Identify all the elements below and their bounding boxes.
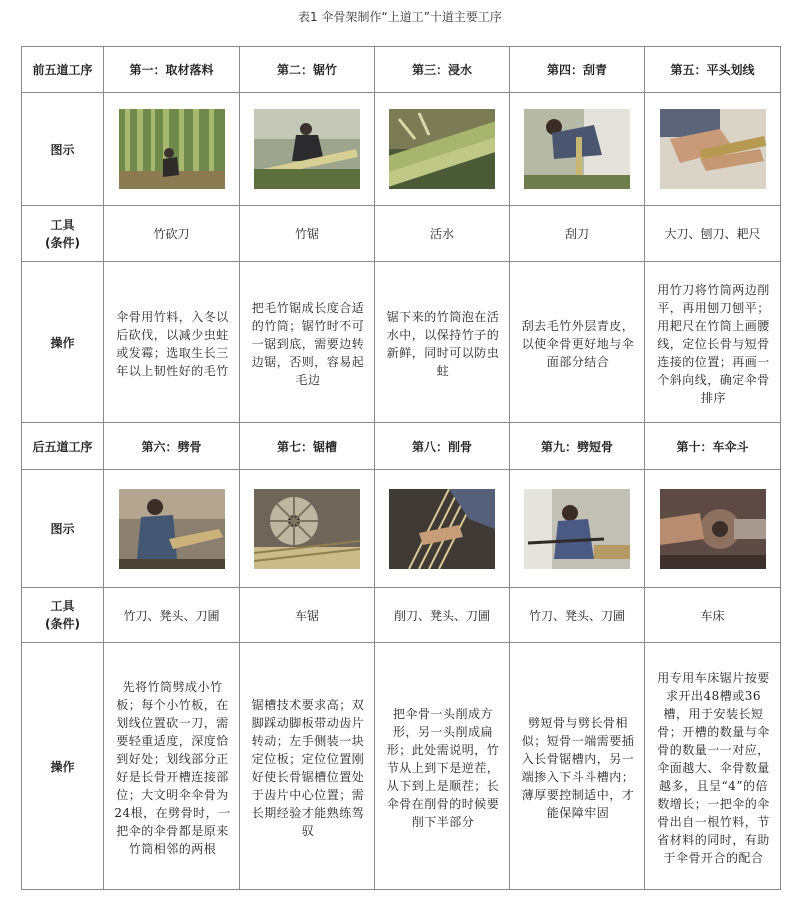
step-title: 第九：劈短骨 (510, 423, 645, 470)
tool-row (22, 588, 781, 643)
step-operation: 劈短骨与劈长骨相似；短骨一端需要插入长骨锯槽内，另一端掺入下斗斗槽内；薄厚要控制适中，才能保障牢固 (521, 715, 635, 820)
operation-row (22, 262, 781, 423)
image-row (22, 93, 781, 206)
step-tool: 活水 (375, 206, 510, 262)
step-title: 第七：锯槽 (240, 423, 375, 470)
step-operation-cell (510, 262, 645, 423)
bamboo-sawing-photo (254, 109, 360, 189)
rib-splitting-photo (119, 489, 225, 569)
step-photo-cell (104, 470, 240, 588)
step-photo-cell (510, 93, 645, 206)
step-tool: 竹锯 (240, 206, 375, 262)
process-table (21, 46, 781, 890)
step-operation-cell (645, 262, 781, 423)
bamboo-marking-photo (660, 109, 766, 189)
step-title: 第二：锯竹 (240, 47, 375, 93)
step-tool: 大刀、刨刀、耙尺 (645, 206, 781, 262)
step-title: 第八：削骨 (375, 423, 510, 470)
step-operation: 刮去毛竹外层青皮，以使伞骨更好地与伞面部分结合 (521, 318, 635, 369)
lathe-turning-photo (660, 489, 766, 569)
step-photo-cell (240, 93, 375, 206)
tool-row-label: 工具 (条件) (22, 206, 104, 262)
step-tool: 竹刀、凳头、刀圃 (104, 588, 240, 643)
step-operation: 用专用车床锯片按要求开出48槽或36槽，用于安装长短骨；开槽的数量与伞骨的数量一一对应，伞面越大、伞骨数量越多，且呈“4”的倍数增长；一把伞的伞骨出自一根竹料，节省材料的同时，有助于伞骨开合的配合 (657, 670, 770, 865)
short-rib-splitting-photo (524, 489, 630, 569)
step-title: 第一：取材落料 (104, 47, 240, 93)
step-photo-cell (510, 470, 645, 588)
step-title: 第四：刮青 (510, 47, 645, 93)
step-operation: 锯槽技术要求高；双脚踩动脚板带动齿片转动；左手侧装一块定位板；定位位置刚好使长骨锯槽位置处于齿片中心位置；需长期经验才能熟练驾驭 (251, 697, 365, 838)
image-row-label: 图示 (22, 93, 104, 206)
step-operation: 伞骨用竹料，入冬以后砍伐，以减少虫蛀或发霉；选取生长三年以上韧性好的毛竹 (116, 309, 229, 378)
step-photo-cell (375, 93, 510, 206)
step-photo-cell (375, 470, 510, 588)
image-row-label: 图示 (22, 470, 104, 588)
step-operation-cell (240, 262, 375, 423)
operation-row-label: 操作 (22, 262, 104, 423)
step-operation: 把伞骨一头削成方形，另一头削成扁形；此处需说明，竹节从上到下是逆茬，从下到上是顺茬；长伞骨在削骨的时候要削下半部分 (386, 706, 500, 829)
rib-shaving-photo (389, 489, 495, 569)
section-header-row (22, 423, 781, 470)
section-label: 后五道工序 (22, 423, 104, 470)
step-operation: 把毛竹锯成长度合适的竹筒；锯竹时不可一锯到底，需要边转边锯，否则，容易起毛边 (251, 300, 365, 387)
step-photo-cell (240, 470, 375, 588)
step-operation-cell (104, 643, 240, 890)
step-operation-cell (104, 262, 240, 423)
step-operation: 用竹刀将竹筒两边削平，再用刨刀刨平；用耙尺在竹筒上画腰线，定位长骨与短骨连接的位置；再画一个斜向线，确定伞骨排序 (657, 282, 770, 405)
step-photo-cell (645, 470, 781, 588)
step-operation: 先将竹筒劈成小竹板；每个小竹板，在划线位置砍一刀，需要轻重适度，深度恰到好处；划线部分正好是长骨开槽连接部位；大文明伞伞骨为24根，在劈骨时，一把伞的伞骨都是原来竹筒相邻的两根 (114, 679, 231, 856)
section-label: 前五道工序 (22, 47, 104, 93)
step-title: 第六：劈骨 (104, 423, 240, 470)
bamboo-forest-cutting-photo (119, 109, 225, 189)
groove-sawing-photo (254, 489, 360, 569)
step-tool: 竹砍刀 (104, 206, 240, 262)
bamboo-scraping-photo (524, 109, 630, 189)
step-operation: 锯下来的竹筒泡在活水中，以保持竹子的新鲜，同时可以防虫蛀 (386, 309, 500, 378)
step-operation-cell (510, 643, 645, 890)
step-tool: 车锯 (240, 588, 375, 643)
operation-row (22, 643, 781, 890)
step-tool: 竹刀、凳头、刀圃 (510, 588, 645, 643)
step-tool: 刮刀 (510, 206, 645, 262)
step-operation-cell (645, 643, 781, 890)
step-operation-cell (375, 262, 510, 423)
step-tool: 削刀、凳头、刀圃 (375, 588, 510, 643)
section-header-row (22, 47, 781, 93)
step-title: 第五：平头划线 (645, 47, 781, 93)
step-photo-cell (645, 93, 781, 206)
operation-row-label: 操作 (22, 643, 104, 890)
step-photo-cell (104, 93, 240, 206)
step-operation-cell (375, 643, 510, 890)
step-title: 第三：浸水 (375, 47, 510, 93)
image-row (22, 470, 781, 588)
step-operation-cell (240, 643, 375, 890)
bamboo-soaking-photo (389, 109, 495, 189)
step-title: 第十：车伞斗 (645, 423, 781, 470)
tool-row (22, 206, 781, 262)
tool-row-label: 工具 (条件) (22, 588, 104, 643)
table-caption: 表1 伞骨架制作“上道工”十道主要工序 (298, 10, 502, 24)
step-tool: 车床 (645, 588, 781, 643)
